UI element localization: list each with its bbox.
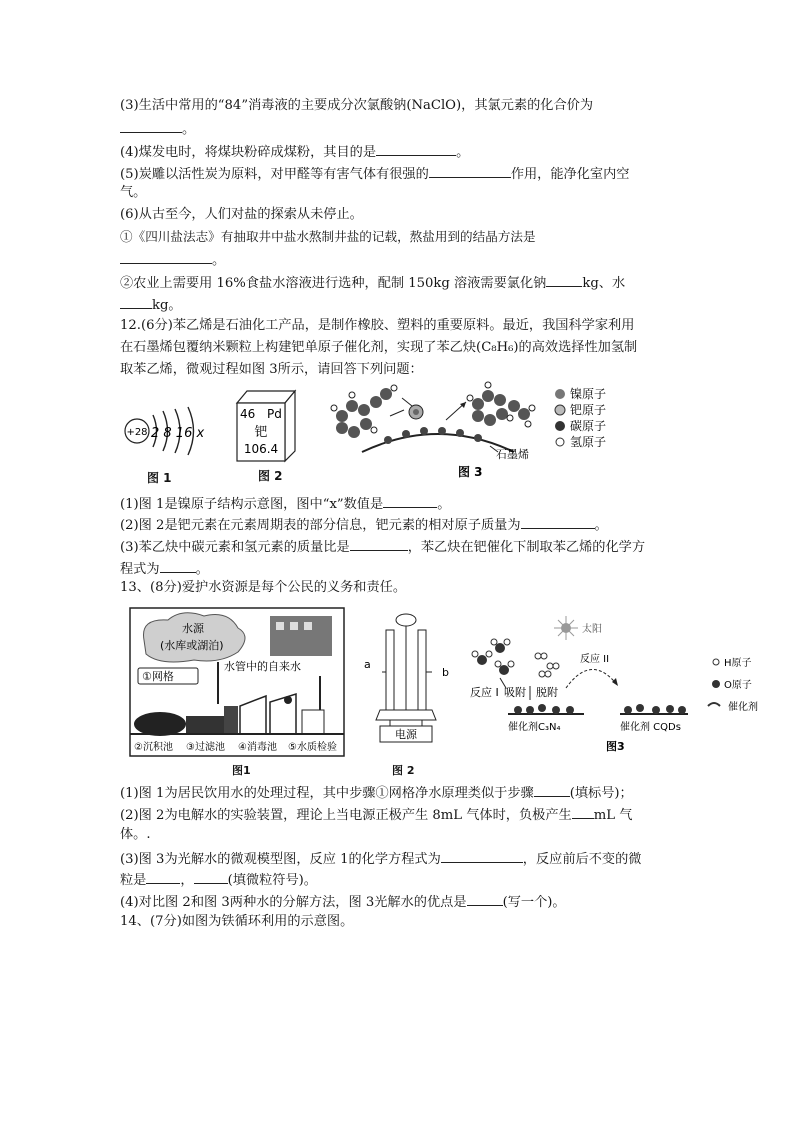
q11-item6-1-line2 [120,251,225,269]
arrow [402,398,412,406]
q13-figure-1-water-treatment [120,606,348,778]
q13-sub3-line1 [120,850,641,868]
catalyst-1-label: 催化剂C₃N₄ [508,722,561,733]
answer-blank[interactable] [146,871,180,884]
answer-blank[interactable] [546,274,582,287]
answer-blank[interactable] [120,120,182,133]
adsorb-label: 吸附 [504,686,526,699]
q11-item5-text: (5)炭雕以活性炭为原料，对甲醛等有害气体有很强的 [120,167,429,182]
answer-blank[interactable] [521,516,595,529]
q13-sub1 [120,784,633,802]
figure-caption: 图1 [232,764,251,777]
q11-item4-text: (4)煤发电时，将煤块粉碎成煤粉，其目的是 [120,145,377,160]
funnel [396,614,416,626]
q13-sub2-line2 [120,827,151,843]
q13-sub3-text-b: ，反应前后不变的微 [522,852,642,867]
q11-item3-text: (3)生活中常用的“84”消毒液的主要成分次氯酸钠(NaClO)，其氯元素的化合价为 [120,98,594,113]
period: 。 [437,497,451,512]
q13-figure-3-photolysis [470,612,770,772]
power-label: 电源 [395,728,417,741]
q12-sub1-text: (1)图 1是镍原子结构示意图，图中“x”数值是 [120,497,384,512]
q13-figure-2-electrolysis [356,612,456,778]
q13-sub2-text-b: mL 气 [593,808,633,823]
period: 。 [456,145,470,160]
catalyst-surface-1 [508,704,584,714]
step-5-label: ⑤水质检验 [288,742,337,753]
catalyst-2-label: 催化剂 CQDs [620,722,681,733]
reaction-2-arrow [566,669,618,688]
water-source-label: 水源 [182,622,204,635]
q12-stem-text: 取苯乙烯，微观过程如图 3所示，请回答下列问题： [120,362,423,377]
q12-sub3-text-c: 程式为 [120,562,160,577]
q13-stem-text: 13、(8分)爱护水资源是每个公民的义务和责任。 [120,580,407,595]
water-source-sublabel: (水库或湖泊) [160,639,224,652]
step-4-label: ④消毒池 [238,742,277,753]
q13-sub2-line1 [120,806,632,824]
hydrogen-molecules [535,653,559,677]
q14-stem-text: 14、(7分)如图为铁循环利用的示意图。 [120,914,354,929]
q11-item6-1-line1 [120,229,536,245]
q12-sub1 [120,495,450,513]
legend-hydrogen-label: 氢原子 [570,435,607,449]
q11-item6-2-text: ②农业上需要用 16%食盐水溶液进行选种，配制 150kg 溶液需要氯化钠 [120,276,547,291]
tap-water-label: 水管中的自来水 [224,660,301,673]
label-a: a [364,658,371,671]
q13-sub4-text: (4)对比图 2和图 3两种水的分解方法，图 3光解水的优点是 [120,895,467,910]
legend-palladium-label: 钯原子 [570,403,607,417]
answer-blank[interactable] [350,538,408,551]
q11-item6 [120,207,363,223]
q12-stem-text: 12.(6分)苯乙烯是石油化工产品，是制作橡胶、塑料的重要原料。最近，我国科学家利用 [120,318,635,333]
legend-hydrogen-label: H原子 [724,658,752,669]
legend-nickel-label: 镍原子 [570,387,607,401]
q13-sub3-line2 [120,871,317,889]
legend-nickel-marker [555,389,565,399]
styrene-molecule [467,382,535,427]
q13-stem [120,580,406,596]
nucleus-charge: +28 [126,427,148,438]
q12-sub3-line2 [120,560,209,578]
q12-sub3-text-b: ，苯乙炔在钯催化下制取苯乙烯的化学方 [407,540,646,555]
legend-oxygen-marker [712,680,720,688]
q12-figure-3-catalysis [328,376,668,488]
period: 。 [212,253,226,268]
q11-item3-line2 [120,120,195,138]
step-2-label: ②沉积池 [134,742,173,753]
q11-item5-text-b: 作用，能净化室内空 [510,167,630,182]
answer-blank[interactable] [534,784,570,797]
q13-sub3-text-e: (填微粒符号)。 [227,873,317,888]
q12-figure-1-atom-structure [120,385,220,485]
legend [555,386,606,449]
q12-sub2-text: (2)图 2是钯元素在元素周期表的部分信息，钯元素的相对原子质量为 [120,518,521,533]
answer-blank[interactable] [120,251,212,264]
figure-caption: 图 1 [147,471,172,485]
figure-caption: 图 2 [258,469,283,483]
figure-caption: 图3 [606,740,625,752]
quality-test [302,710,324,734]
answer-blank[interactable] [120,296,152,309]
q12-stem-text: 在石墨烯包覆纳米颗粒上构建钯单原子催化剂，实现了苯乙炔(C₈H₆)的高效选择性加氢制 [120,340,638,355]
q12-sub2 [120,516,608,534]
electron-counts: 2 8 16 x [151,426,205,441]
sun-icon [554,616,578,640]
graphene-surface [362,434,514,452]
q13-sub1-text-b: (填标号)； [569,786,633,801]
q14-stem [120,914,353,930]
atomic-number: 46 [240,407,256,421]
answer-blank[interactable] [376,143,456,156]
q11-item6-2-line1 [120,274,625,292]
comma: ， [180,873,194,888]
q13-sub4 [120,893,566,911]
q12-stem-line1 [120,318,634,334]
q11-item5-line2 [120,185,146,201]
answer-blank[interactable] [441,850,523,863]
figure-caption: 图 3 [458,465,483,479]
period: 。 [195,562,209,577]
catalyst-surface-2 [620,704,688,714]
element-symbol: Pd [267,407,282,421]
reaction-1-label: 反应 I [470,686,499,699]
q12-sub3-line1 [120,538,645,556]
graphene-label: 石墨烯 [496,448,529,461]
q11-item6-text: (6)从古至今，人们对盐的探索从未停止。 [120,207,363,222]
q12-figure-2-element-cell [233,385,303,485]
q13-sub2-text: (2)图 2为电解水的实验装置，理论上当电源正极产生 8mL 气体时，负极产生 [120,808,572,823]
water-source-cloud [144,613,246,662]
electrolysis-apparatus [356,612,456,758]
q11-item6-2-text-c: kg。 [152,298,182,313]
step-3-label: ③过滤池 [186,742,225,753]
legend [708,657,758,713]
legend-hydrogen-marker [713,659,719,665]
legend-oxygen-label: O原子 [724,680,752,691]
q12-stem-line2 [120,340,637,356]
period: 。 [182,122,196,137]
legend-carbon-label: 碳原子 [570,419,607,433]
answer-blank[interactable] [194,871,228,884]
answer-blank[interactable] [160,560,196,573]
graphene-atoms [384,427,482,444]
catalysis-diagram [328,376,668,488]
phenylacetylene-molecule [331,385,397,438]
tube-b [418,630,426,710]
q13-sub3-text-c: 粒是 [120,873,147,888]
legend-catalyst-marker [708,703,720,706]
atomic-mass: 106.4 [243,442,279,456]
legend-carbon-marker [555,421,565,431]
sun-label: 太阳 [582,624,602,635]
q11-item6-2-text-b: kg、水 [582,276,626,291]
filter-tank [224,706,238,734]
answer-blank[interactable] [572,806,594,819]
q13-sub4-text-b: (写一个)。 [502,895,566,910]
water-molecules [472,639,514,675]
figure-caption: 图 2 [392,764,415,777]
desorb-label: 脱附 [536,686,558,699]
element-name: 钯 [254,425,268,440]
tube-a [386,630,394,710]
reaction-2-label: 反应 II [580,654,610,665]
element-cell-box [233,385,303,465]
sediment-tank [134,712,186,736]
q11-item6-1-text: ①《四川盐法志》有抽取井中盐水熬制井盐的记载，熬盐用到的结晶方法是 [120,229,536,244]
q11-item3-line1 [120,98,593,114]
label-b: b [442,666,449,679]
q13-sub3-text: (3)图 3为光解水的微观模型图，反应 1的化学方程式为 [120,852,441,867]
legend-palladium-marker [555,405,565,415]
q12-sub3-text: (3)苯乙炔中碳元素和氢元素的质量比是 [120,540,350,555]
photolysis-diagram [470,612,770,752]
step-1-label: ①网格 [142,670,174,683]
answer-blank[interactable] [383,495,437,508]
q13-sub2-text-c: 体。. [120,827,151,842]
q11-item4 [120,143,469,161]
q11-item6-2-line2 [120,296,182,314]
answer-blank[interactable] [429,165,511,178]
q13-sub1-text: (1)图 1为居民饮用水的处理过程，其中步骤①网格净水原理类似于步骤 [120,786,534,801]
legend-hydrogen-marker [556,438,564,446]
q11-item5-line1 [120,165,630,183]
answer-blank[interactable] [467,893,503,906]
period: 。 [594,518,608,533]
water-treatment-diagram [120,606,348,760]
q11-item5-text-c: 气。 [120,185,147,200]
legend-catalyst-label: 催化剂 [728,702,758,713]
